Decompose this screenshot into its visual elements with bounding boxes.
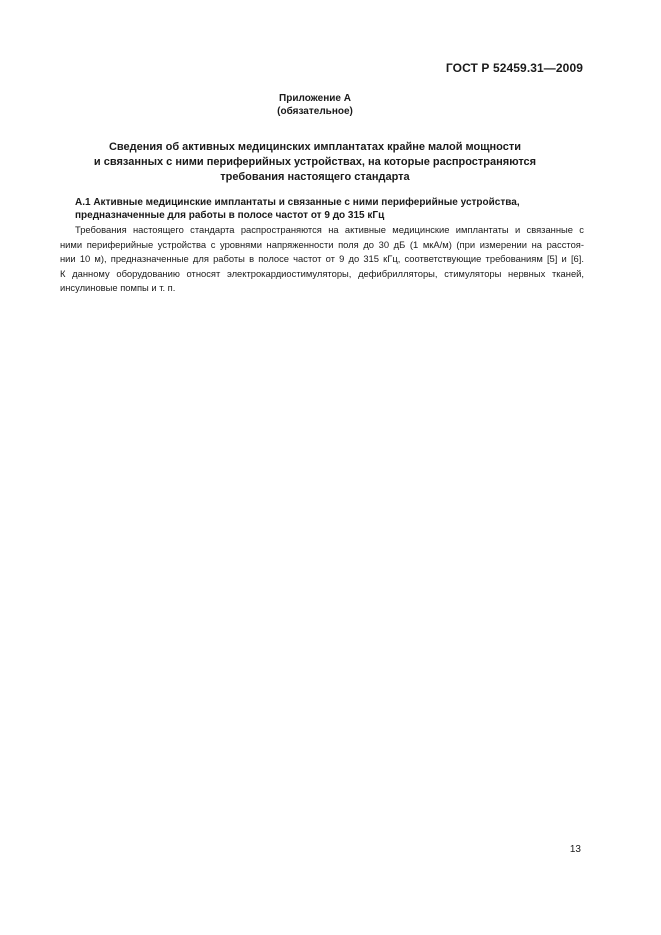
document-number: ГОСТ Р 52459.31—2009 — [445, 61, 583, 75]
appendix-title-line: требования настоящего стандарта — [220, 171, 410, 183]
appendix-heading — [0, 92, 630, 118]
appendix-status: (обязательное) — [277, 106, 353, 117]
appendix-label: Приложение А — [279, 93, 351, 104]
body-line: Требования настоящего стандарта распространяются на активные медицинские имплантаты и связанные с — [75, 224, 584, 235]
body-line: нии 10 м), предназначенные для работы в полосе частот от 9 до 315 кГц, соответствующие требованиям [5] и [6]. — [60, 253, 584, 265]
appendix-title-line: и связанных с ними периферийных устройствах, на которые распространяются — [93, 156, 537, 168]
section-heading-line: А.1 Активные медицинские имплантаты и связанные с ними периферийные устройства, — [75, 197, 520, 208]
section-body-paragraph — [60, 223, 584, 296]
section-heading — [75, 196, 595, 222]
section-heading-line: предназначенные для работы в полосе частот от 9 до 315 кГц — [75, 210, 385, 221]
body-line: К данному оборудованию относят электрокардиостимуляторы, дефибрилляторы, стимуляторы нервных тканей, — [60, 267, 584, 279]
body-line: инсулиновые помпы и т. п. — [60, 282, 176, 294]
appendix-title — [0, 140, 630, 185]
body-line: ними периферийные устройства с уровнями напряженности поля до 30 дБ (1 мкА/м) (при измерении на расстоя- — [60, 238, 584, 250]
appendix-title-line: Сведения об активных медицинских имплантатах крайне малой мощности — [108, 141, 522, 153]
page-number: 13 — [569, 844, 581, 855]
